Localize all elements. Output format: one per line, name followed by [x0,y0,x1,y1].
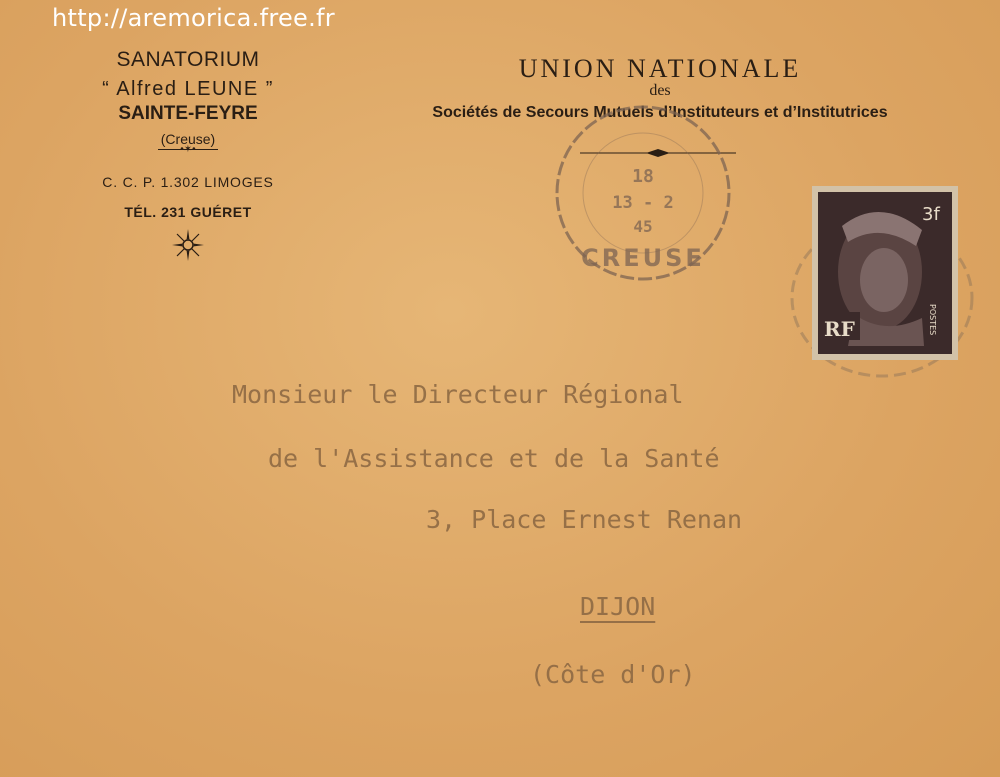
postmark-date-top: 18 [632,166,654,187]
address-region: (Côte d'Or) [530,660,696,689]
letterhead-title: UNION NATIONALE [518,54,802,83]
stamp-value: 3f [922,204,940,225]
postmark-cancel [548,98,738,288]
compass-star-icon [171,228,205,262]
stamp-postes: POSTES [928,304,937,336]
letterhead-des: des [649,82,671,99]
address-city: DIJON [580,592,656,621]
postmark-date-mid: 13 - 2 [612,193,674,213]
sender-line-sanatorium: SANATORIUM [116,48,260,71]
ornament-divider [158,144,218,158]
sender-line-department: (Creuse) [160,131,216,147]
sender-line-town: SAINTE-FEYRE [118,103,258,124]
address-line-3: 3, Place Ernest Renan [426,505,743,534]
sender-line-name: “ Alfred LEUNE ” [102,78,274,100]
watermark-url: http://aremorica.free.fr [52,4,335,32]
address-line-2: de l'Assistance et de la Santé [268,444,720,473]
postmark-year: 45 [633,217,653,236]
letterhead-subtitle: Sociétés de Secours Mutuels d’Instituteurs et d’Institutrices [432,104,888,121]
sender-line-phone: TÉL. 231 GUÉRET [124,204,252,220]
stamp-rf: RF [824,317,855,341]
sender-line-ccp: C. C. P. 1.302 LIMOGES [102,174,274,190]
sender-block [60,48,316,262]
postmark-place: CREUSE [581,244,705,272]
postage-stamp [812,186,958,360]
address-line-1: Monsieur le Directeur Régional [232,380,684,409]
svg-text:•✶•: •✶• [180,144,196,154]
